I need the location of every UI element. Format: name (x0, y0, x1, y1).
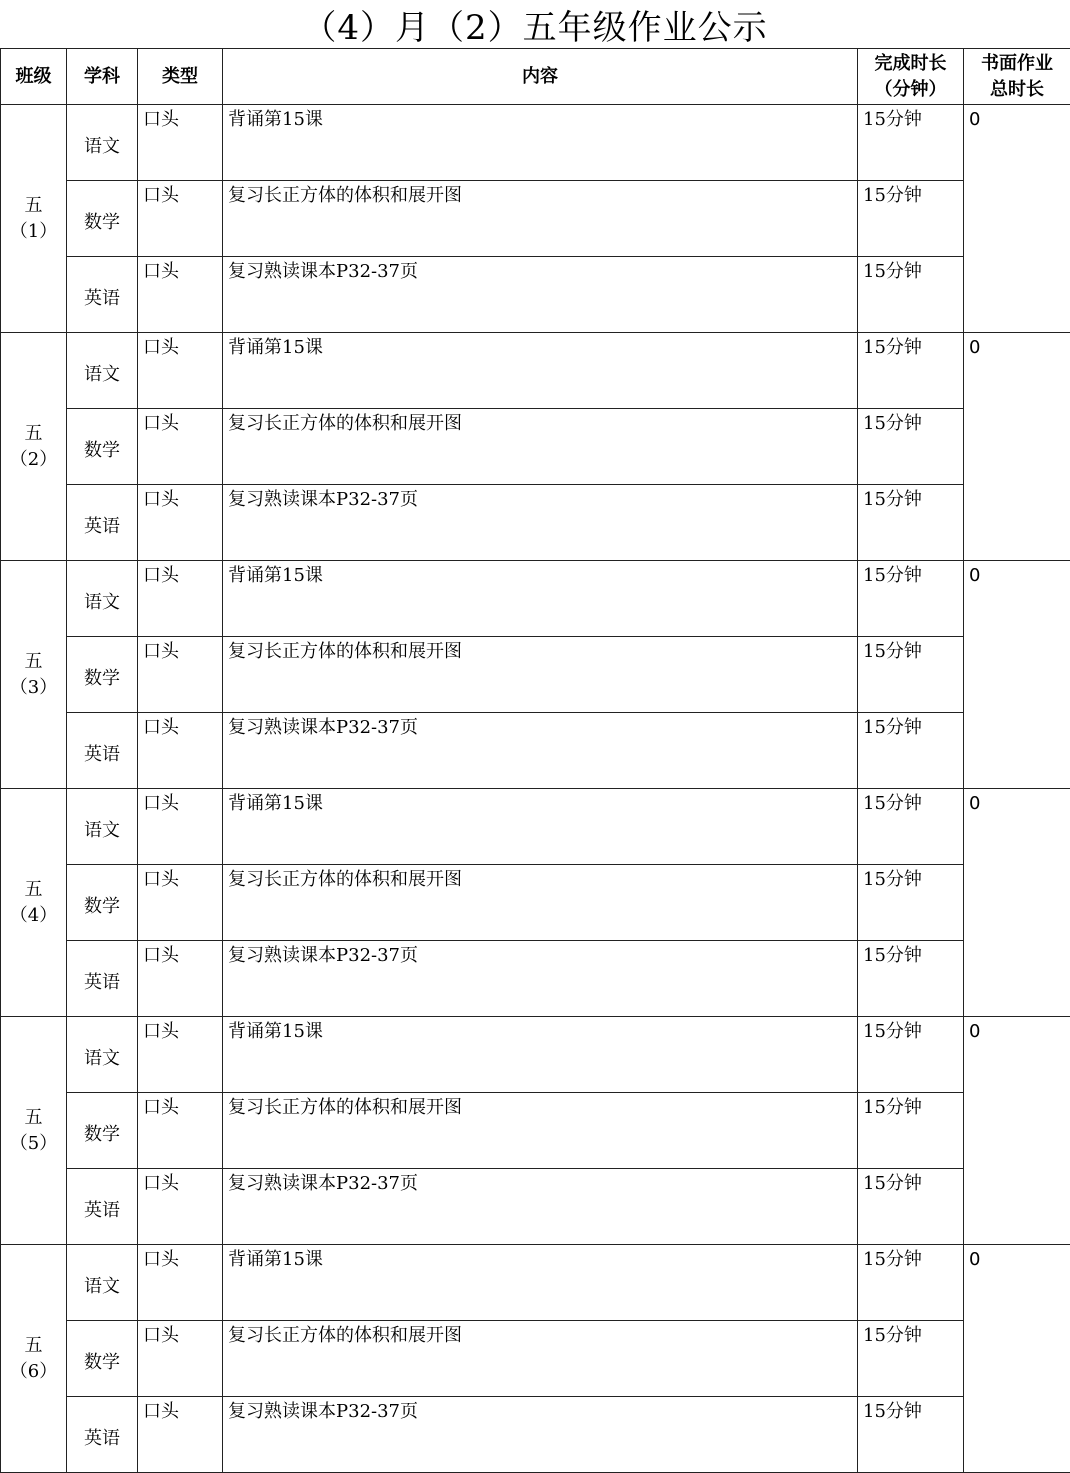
type-cell: 口头 (138, 941, 223, 1017)
subject-cell: 数学 (67, 637, 138, 713)
type-cell: 口头 (138, 1169, 223, 1245)
duration-cell: 15分钟 (858, 333, 964, 409)
written-total-cell: 0 (964, 105, 1070, 333)
header-class: 班级 (1, 49, 67, 105)
class-cell (1, 789, 67, 1017)
duration-cell: 15分钟 (858, 1321, 964, 1397)
content-cell: 背诵第15课 (223, 789, 858, 865)
type-cell: 口头 (138, 485, 223, 561)
type-cell: 口头 (138, 561, 223, 637)
subject-cell: 语文 (67, 561, 138, 637)
class-grade: 五 (24, 1334, 43, 1356)
written-total-cell: 0 (964, 561, 1070, 789)
table-row (1, 1169, 1070, 1245)
header-written-line1: 书面作业 (981, 52, 1053, 74)
subject-cell: 语文 (67, 1017, 138, 1093)
table-row (1, 1245, 1070, 1321)
content-cell: 复习熟读课本P32-37页 (223, 713, 858, 789)
duration-cell: 15分钟 (858, 865, 964, 941)
type-cell: 口头 (138, 257, 223, 333)
class-number: （6） (9, 1360, 58, 1382)
page-title: （4）月（2）五年级作业公示 (302, 7, 768, 48)
content-cell: 复习熟读课本P32-37页 (223, 485, 858, 561)
duration-cell: 15分钟 (858, 1245, 964, 1321)
table-row (1, 865, 1070, 941)
header-duration-line2: （分钟） (874, 78, 947, 100)
subject-cell: 数学 (67, 181, 138, 257)
type-cell: 口头 (138, 1321, 223, 1397)
subject-cell: 数学 (67, 865, 138, 941)
table-row (1, 1321, 1070, 1397)
written-total-cell: 0 (964, 1245, 1070, 1473)
header-written-line2: 总时长 (990, 78, 1044, 100)
duration-cell: 15分钟 (858, 257, 964, 333)
subject-cell: 英语 (67, 1397, 138, 1473)
table-row (1, 713, 1070, 789)
class-grade: 五 (24, 878, 43, 900)
table-row (1, 789, 1070, 865)
duration-cell: 15分钟 (858, 789, 964, 865)
table-body (1, 105, 1070, 1473)
header-type: 类型 (138, 49, 223, 105)
type-cell: 口头 (138, 1397, 223, 1473)
class-number: （1） (9, 220, 58, 242)
type-cell: 口头 (138, 1017, 223, 1093)
content-cell: 复习长正方体的体积和展开图 (223, 865, 858, 941)
table-row (1, 409, 1070, 485)
homework-table (0, 48, 1070, 1473)
class-number: （5） (9, 1132, 58, 1154)
subject-cell: 语文 (67, 1245, 138, 1321)
class-cell (1, 561, 67, 789)
type-cell: 口头 (138, 713, 223, 789)
content-cell: 背诵第15课 (223, 105, 858, 181)
table-row (1, 941, 1070, 1017)
table-row (1, 181, 1070, 257)
table-row (1, 1017, 1070, 1093)
type-cell: 口头 (138, 409, 223, 485)
content-cell: 复习熟读课本P32-37页 (223, 1397, 858, 1473)
subject-cell: 英语 (67, 1169, 138, 1245)
duration-cell: 15分钟 (858, 105, 964, 181)
subject-cell: 数学 (67, 1321, 138, 1397)
subject-cell: 语文 (67, 789, 138, 865)
content-cell: 背诵第15课 (223, 1245, 858, 1321)
content-cell: 复习长正方体的体积和展开图 (223, 181, 858, 257)
written-total-cell: 0 (964, 789, 1070, 1017)
header-subject: 学科 (67, 49, 138, 105)
table-row (1, 105, 1070, 181)
subject-cell: 数学 (67, 1093, 138, 1169)
class-cell (1, 105, 67, 333)
content-cell: 复习熟读课本P32-37页 (223, 1169, 858, 1245)
header-duration (858, 49, 964, 105)
written-total-cell: 0 (964, 1017, 1070, 1245)
table-row (1, 1397, 1070, 1473)
duration-cell: 15分钟 (858, 1397, 964, 1473)
content-cell: 复习长正方体的体积和展开图 (223, 1093, 858, 1169)
duration-cell: 15分钟 (858, 637, 964, 713)
class-grade: 五 (24, 422, 43, 444)
table-row (1, 561, 1070, 637)
content-cell: 背诵第15课 (223, 333, 858, 409)
duration-cell: 15分钟 (858, 561, 964, 637)
duration-cell: 15分钟 (858, 409, 964, 485)
content-cell: 复习长正方体的体积和展开图 (223, 1321, 858, 1397)
class-grade: 五 (24, 650, 43, 672)
table-row (1, 1093, 1070, 1169)
class-number: （4） (9, 904, 58, 926)
type-cell: 口头 (138, 865, 223, 941)
subject-cell: 英语 (67, 941, 138, 1017)
table-row (1, 333, 1070, 409)
subject-cell: 语文 (67, 105, 138, 181)
class-number: （3） (9, 676, 58, 698)
subject-cell: 英语 (67, 713, 138, 789)
header-written-total (964, 49, 1070, 105)
content-cell: 复习长正方体的体积和展开图 (223, 637, 858, 713)
header-row (1, 49, 1070, 105)
header-duration-line1: 完成时长 (874, 52, 947, 74)
class-cell (1, 1017, 67, 1245)
duration-cell: 15分钟 (858, 1093, 964, 1169)
type-cell: 口头 (138, 333, 223, 409)
duration-cell: 15分钟 (858, 181, 964, 257)
table-row (1, 637, 1070, 713)
duration-cell: 15分钟 (858, 941, 964, 1017)
duration-cell: 15分钟 (858, 1017, 964, 1093)
duration-cell: 15分钟 (858, 1169, 964, 1245)
table-row (1, 485, 1070, 561)
type-cell: 口头 (138, 1093, 223, 1169)
class-cell (1, 1245, 67, 1473)
content-cell: 背诵第15课 (223, 561, 858, 637)
type-cell: 口头 (138, 1245, 223, 1321)
subject-cell: 数学 (67, 409, 138, 485)
type-cell: 口头 (138, 181, 223, 257)
class-cell (1, 333, 67, 561)
content-cell: 复习长正方体的体积和展开图 (223, 409, 858, 485)
duration-cell: 15分钟 (858, 713, 964, 789)
type-cell: 口头 (138, 637, 223, 713)
subject-cell: 英语 (67, 485, 138, 561)
content-cell: 背诵第15课 (223, 1017, 858, 1093)
class-grade: 五 (24, 194, 43, 216)
class-number: （2） (9, 448, 58, 470)
type-cell: 口头 (138, 105, 223, 181)
table-row (1, 257, 1070, 333)
content-cell: 复习熟读课本P32-37页 (223, 257, 858, 333)
content-cell: 复习熟读课本P32-37页 (223, 941, 858, 1017)
class-grade: 五 (24, 1106, 43, 1128)
header-content: 内容 (223, 49, 858, 105)
subject-cell: 语文 (67, 333, 138, 409)
duration-cell: 15分钟 (858, 485, 964, 561)
written-total-cell: 0 (964, 333, 1070, 561)
subject-cell: 英语 (67, 257, 138, 333)
type-cell: 口头 (138, 789, 223, 865)
